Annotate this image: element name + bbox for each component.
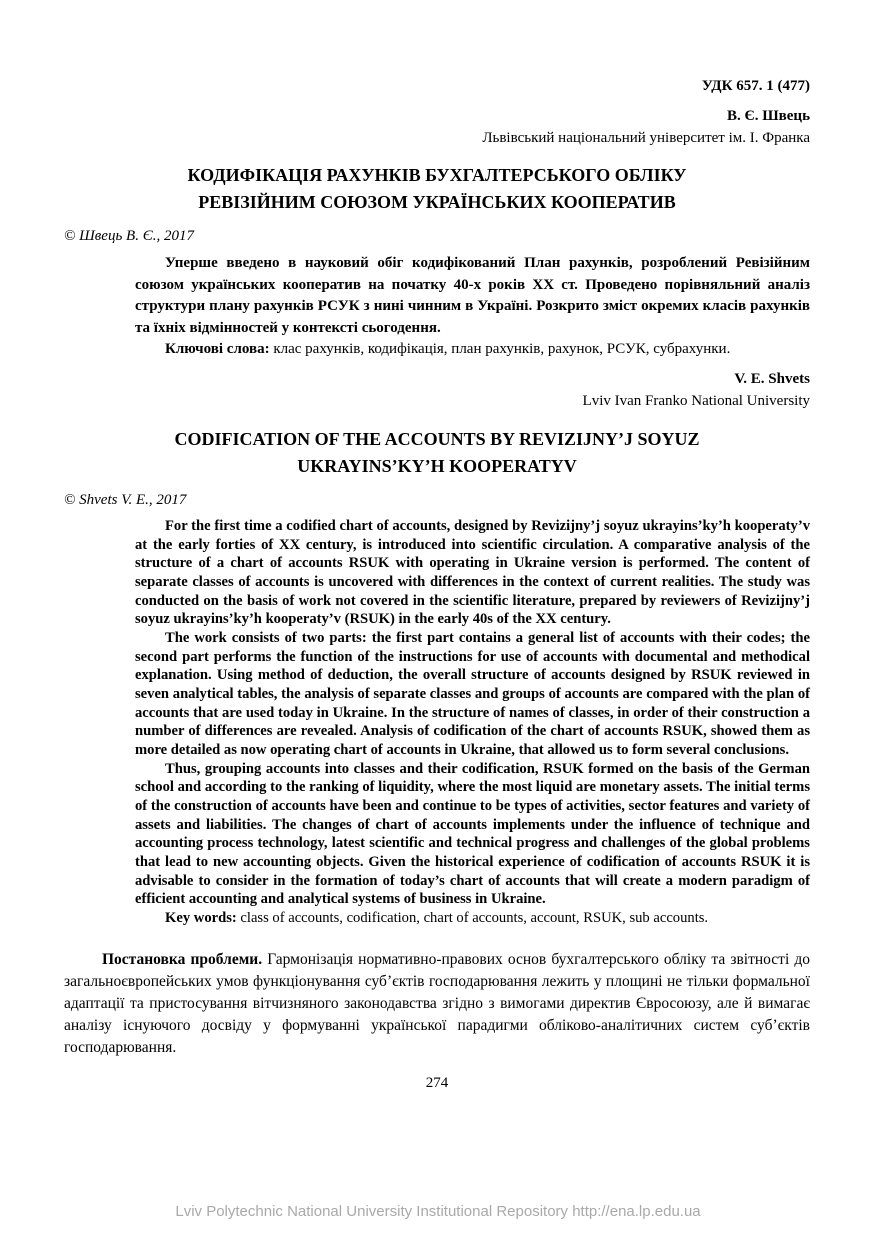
header-block [64, 76, 810, 149]
abstract-en-paragraph-1: For the first time a codified chart of accounts, designed by Revizijny’j soyuz ukrayins’ky’h kooperaty’v at the early forties of XX century, is introduced into scientific circulation. A comparative analysis of the structure of a chart of accounts RSUK with operating in Ukraine version is performed. The content of separate classes of accounts is uncovered with differences in the context of current realities. The study was conducted on the basis of work not covered in the scientific literature, prepared by reviewers of Revizijny’j soyuz ukrayins’ky’h kooperaty’v (RSUK) in the early 40s of the XX century. [135, 517, 810, 628]
keywords-en-line [135, 909, 810, 928]
article-title-en-line2: UKRAYINS’KY’H KOOPERATYV [297, 455, 577, 476]
copyright-en: © Shvets V. E., 2017 [64, 491, 187, 508]
author-name-ua: В. Є. Швець [727, 107, 810, 124]
keywords-ua-text: клас рахунків, кодифікація, план рахунків, рахунок, РСУК, субрахунки. [273, 341, 731, 357]
section-text: Гармонізація нормативно-правових основ бухгалтерського обліку та звітності до загальноєвропейських умов функціонування суб’єктів господарювання лежить у площині не тільки формальної адаптації та пристосування вітчизняного законодавства згідно з вимогами директив Євросоюзу, але й вимагає аналізу існуючого досвіду у формуванні української парадигми обліково-аналітичних систем суб’єктів господарювання. [64, 950, 810, 1057]
article-title-ua [64, 162, 810, 216]
keywords-ua-line [135, 339, 810, 360]
repository-footer: Lviv Polytechnic National University Institutional Repository http://ena.lp.edu.ua [175, 1203, 701, 1220]
abstract-en-block [135, 517, 810, 928]
section-heading: Постановка проблеми. [102, 950, 263, 968]
author-name-en: V. E. Shvets [734, 371, 810, 388]
keywords-en-text: class of accounts, codification, chart of accounts, account, RSUK, sub accounts. [240, 910, 709, 927]
keywords-ua-label: Ключові слова: [165, 341, 270, 357]
abstract-en-paragraph-3: Thus, grouping accounts into classes and their codification, RSUK formed on the basis of the German school and according to the ranking of liquidity, where the most liquid are monetary assets. The initial terms of the construction of accounts have been and continue to be types of activities, sector features and variety of assets and liabilities. The changes of chart of accounts implements under the influence of technique and accounting process technology, latest scientific and technical progress and challenges of the global problems that lead to new accounting objects. Given the historical experience of codification of accounts RSUK it is advisable to consider in the formation of today’s chart of accounts that will create a modern paradigm of efficient accounting and analytical systems of business in Ukraine. [135, 760, 810, 908]
affiliation-ua: Львівський національний університет ім. І. Франка [482, 129, 810, 146]
page-number: 274 [425, 1074, 449, 1091]
article-title-en [64, 426, 810, 480]
udc-number: УДК 657. 1 (477) [701, 78, 810, 94]
article-title-ua-line1: КОДИФІКАЦІЯ РАХУНКІВ БУХГАЛТЕРСЬКОГО ОБЛІКУ [187, 165, 687, 186]
english-byline-block [64, 369, 810, 413]
affiliation-en: Lviv Ivan Franko National University [582, 393, 810, 410]
article-title-ua-line2: РЕВІЗІЙНИМ СОЮЗОМ УКРАЇНСЬКИХ КООПЕРАТИВ [198, 192, 676, 213]
abstract-ua-text: Уперше введено в науковий обіг кодифікований План рахунків, розроблений Ревізійним союзом українських кооператив на початку 40-х років ХХ ст. Проведено порівняльний аналіз структури плану рахунків РСУК з нині чинним в Україні. Розкрито зміст окремих класів рахунків та їхніх відмінностей у контексті сьогодення. [135, 255, 810, 336]
abstract-en-paragraph-2: The work consists of two parts: the first part contains a general list of accounts with their codes; the second part performs the function of the instructions for use of accounts with documental and methodical explanation. Using method of deduction, the overall structure of accounts designed by RSUK reviewed in seven analytical tables, the analysis of separate classes and groups of accounts are compared with the plan of accounts that are used today in Ukraine. In the structure of names of classes, in order of their construction a number of differences are revealed. Analysis of codification of the chart of accounts RSUK, showed them as more detailed as now operating chart of accounts in Ukraine, that allowed us to form several conclusions. [135, 629, 810, 758]
copyright-ua: © Швець В. Є., 2017 [64, 228, 194, 245]
keywords-en-label: Key words: [165, 910, 237, 927]
problem-statement-paragraph [64, 949, 810, 1060]
abstract-ua-block [135, 253, 810, 360]
article-title-en-line1: CODIFICATION OF THE ACCOUNTS BY REVIZIJNY’J SOYUZ [174, 428, 700, 449]
